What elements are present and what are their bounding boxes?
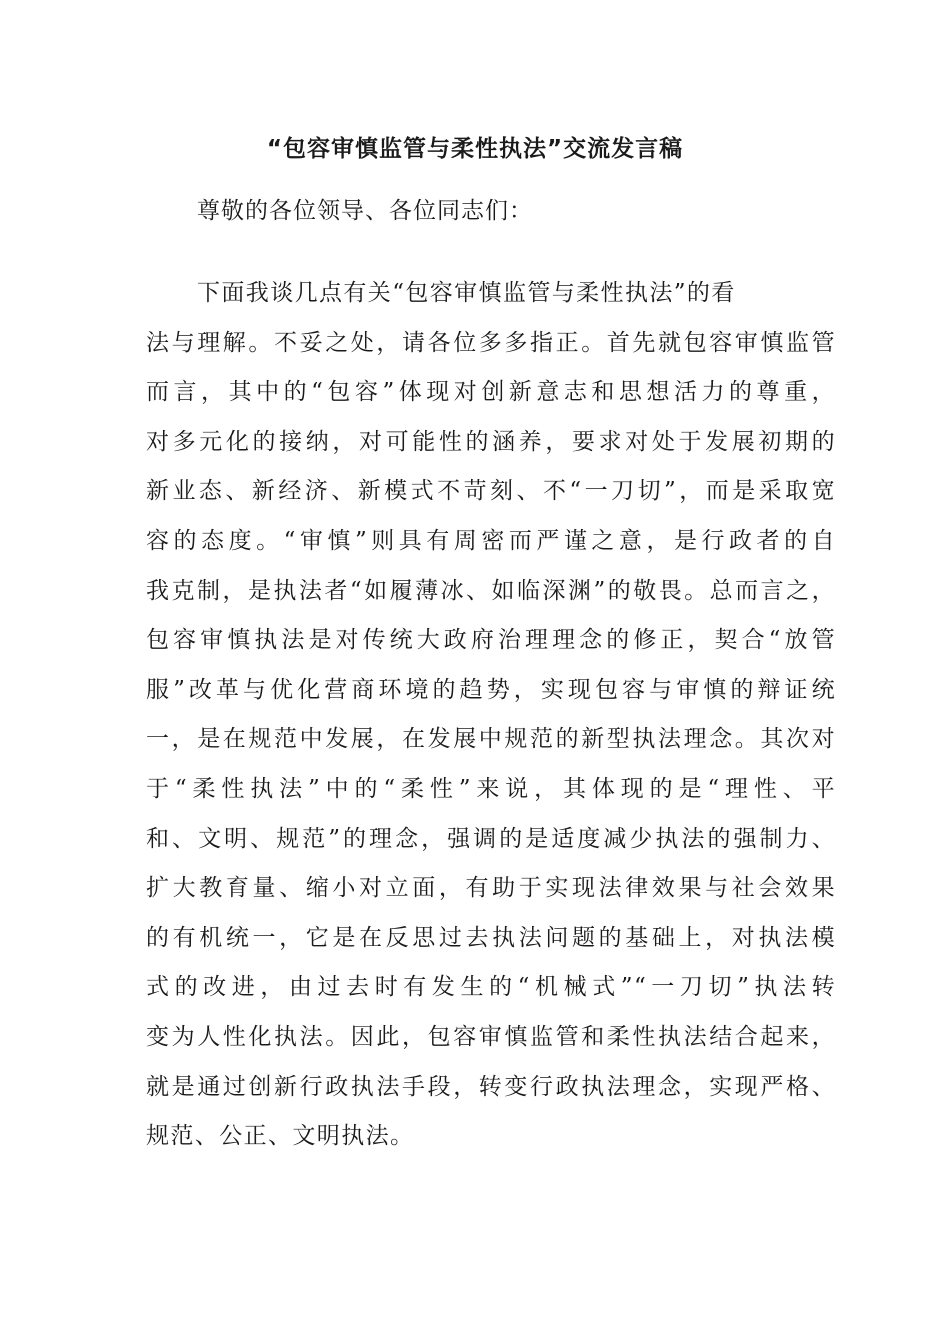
paragraph-line: 对多元化的接纳，对可能性的涵养，要求对处于发展初期的 [146,428,836,455]
paragraph-line: 而言，其中的“包容”体现对创新意志和思想活力的尊重， [146,379,836,406]
paragraph-line: 一，是在规范中发展，在发展中规范的新型执法理念。其次对 [146,726,836,753]
paragraph-line: 规范、公正、文明执法。 [146,1123,415,1150]
paragraph-line: 和、文明、规范”的理念，强调的是适度减少执法的强制力、 [146,825,836,852]
paragraph-line: 服”改革与优化营商环境的趋势，实现包容与审慎的辩证统 [146,676,836,703]
paragraph-line: 变为人性化执法。因此，包容审慎监管和柔性执法结合起来， [146,1023,836,1050]
paragraph-line: 于“柔性执法”中的“柔性”来说，其体现的是“理性、平 [146,775,836,802]
paragraph-line: 法与理解。不妥之处，请各位多多指正。首先就包容审慎监管 [146,329,836,356]
paragraph-line: 包容审慎执法是对传统大政府治理理念的修正，契合“放管 [146,627,836,654]
salutation: 尊敬的各位领导、各位同志们： [197,198,533,224]
paragraph-line: 式的改进，由过去时有发生的“机械式”“一刀切”执法转 [146,974,836,1001]
body-paragraph [146,275,836,1168]
paragraph-line: 的有机统一，它是在反思过去执法问题的基础上，对执法模 [146,924,836,951]
paragraph-line: 下面我谈几点有关“包容审慎监管与柔性执法”的看 [197,280,736,306]
paragraph-line: 就是通过创新行政执法手段，转变行政执法理念，实现严格、 [146,1073,836,1100]
paragraph-line: 新业态、新经济、新模式不苛刻、不“一刀切”，而是采取宽 [146,478,836,505]
paragraph-line: 容的态度。“审慎”则具有周密而严谨之意，是行政者的自 [146,527,836,554]
document-title: “包容审慎监管与柔性执法”交流发言稿 [266,136,684,162]
paragraph-line: 扩大教育量、缩小对立面，有助于实现法律效果与社会效果 [146,875,836,902]
paragraph-line: 我克制，是执法者“如履薄冰、如临深渊”的敬畏。总而言之， [146,577,836,604]
